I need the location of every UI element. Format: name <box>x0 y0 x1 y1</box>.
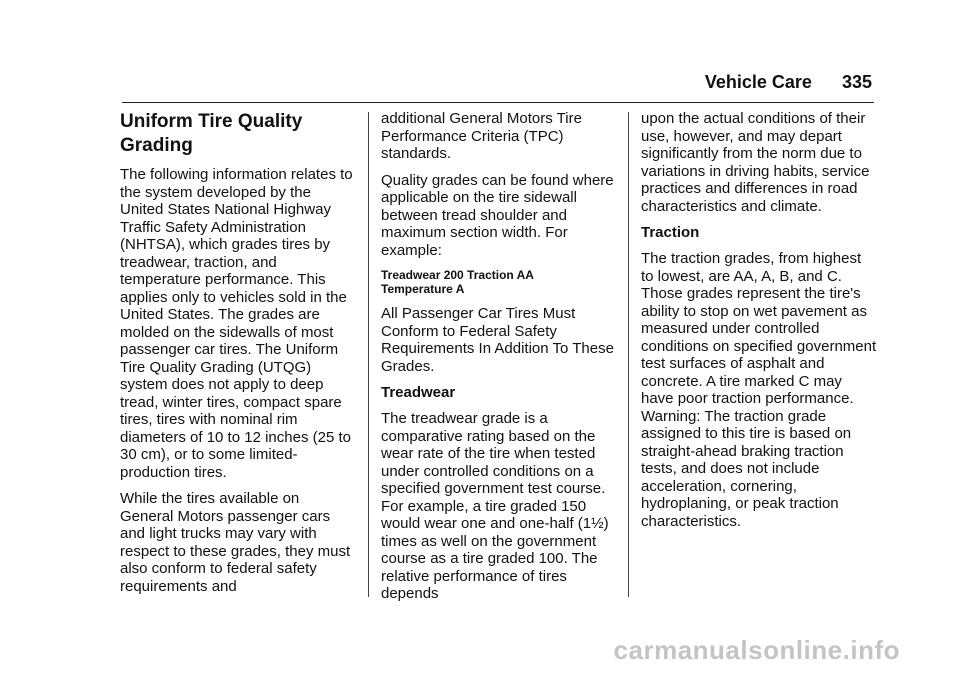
article-title-line1: Uniform Tire Quality <box>120 111 303 132</box>
intro-paragraph: The following information relates to the system developed by the United States National Highway Traffic Safety Administration (NHTSA), which grades tires by treadwear, traction, and temperature performance. This applies only to vehicles sold in the United States. The grades are molded on the sidewalls of most passenger car tires. The Uniform Tire Quality Grading (UTQG) system does not apply to deep tread, winter tires, compact spare tires, tires with nominal rim diameters of 10 to 12 inches (25 to 30 cm), or to some limited-production tires. <box>120 166 353 481</box>
treadwear-heading: Treadwear <box>381 384 456 401</box>
treadwear-continued-paragraph: upon the actual conditions of their use, however, and may depart significantly from the norm due to variations in driving habits, service practices and differences in road characteristics and climate. <box>641 110 870 215</box>
header-rule <box>122 102 874 103</box>
traction-warning: Warning: The traction grade assigned to this tire is based on straight-ahead braking traction tests, and does not include acceleration, cornering, hydroplaning, or peak traction characteristics. <box>641 407 852 530</box>
page-number: 335 <box>841 72 872 92</box>
grade-example-line2: Temperature A <box>381 282 465 296</box>
traction-heading: Traction <box>641 224 700 241</box>
grade-example <box>381 268 617 296</box>
column-1 <box>120 110 356 604</box>
section-title: Vehicle Care <box>704 72 812 92</box>
column-divider-2 <box>628 112 629 597</box>
treadwear-paragraph: The treadwear grade is a comparative rating based on the wear rate of the tire when tested under controlled conditions on a specified government test course. For example, a tire graded 150 would wear one and one-half (1½) times as well on the government course as a tire graded 100. The relative performance of tires depends <box>381 410 609 602</box>
page-header <box>705 72 872 93</box>
conformity-paragraph: While the tires available on General Motors passenger cars and light trucks may vary with respect to these grades, they must also conform to federal safety requirements and <box>120 490 351 595</box>
column-3 <box>641 110 877 539</box>
column-2 <box>381 110 617 612</box>
column-divider-1 <box>368 112 369 597</box>
article-title-line2: Grading <box>120 135 193 156</box>
traction-paragraph: The traction grades, from highest to lowest, are AA, A, B, and C. Those grades represent the tire's ability to stop on wet pavement as measured under controlled conditions on specified government test surfaces of asphalt and concrete. A tire marked C may have poor traction performance. <box>641 250 877 407</box>
watermark: carmanualsonline.info <box>613 635 900 665</box>
tpc-paragraph: additional General Motors Tire Performance Criteria (TPC) standards. <box>381 110 582 162</box>
federal-notice: All Passenger Car Tires Must Conform to Federal Safety Requirements In Addition To These Grades. <box>381 305 614 375</box>
location-paragraph: Quality grades can be found where applicable on the tire sidewall between tread shoulder and maximum section width. For example: <box>381 171 614 259</box>
grade-example-line1: Treadwear 200 Traction AA <box>381 268 534 282</box>
article-title <box>120 110 356 158</box>
